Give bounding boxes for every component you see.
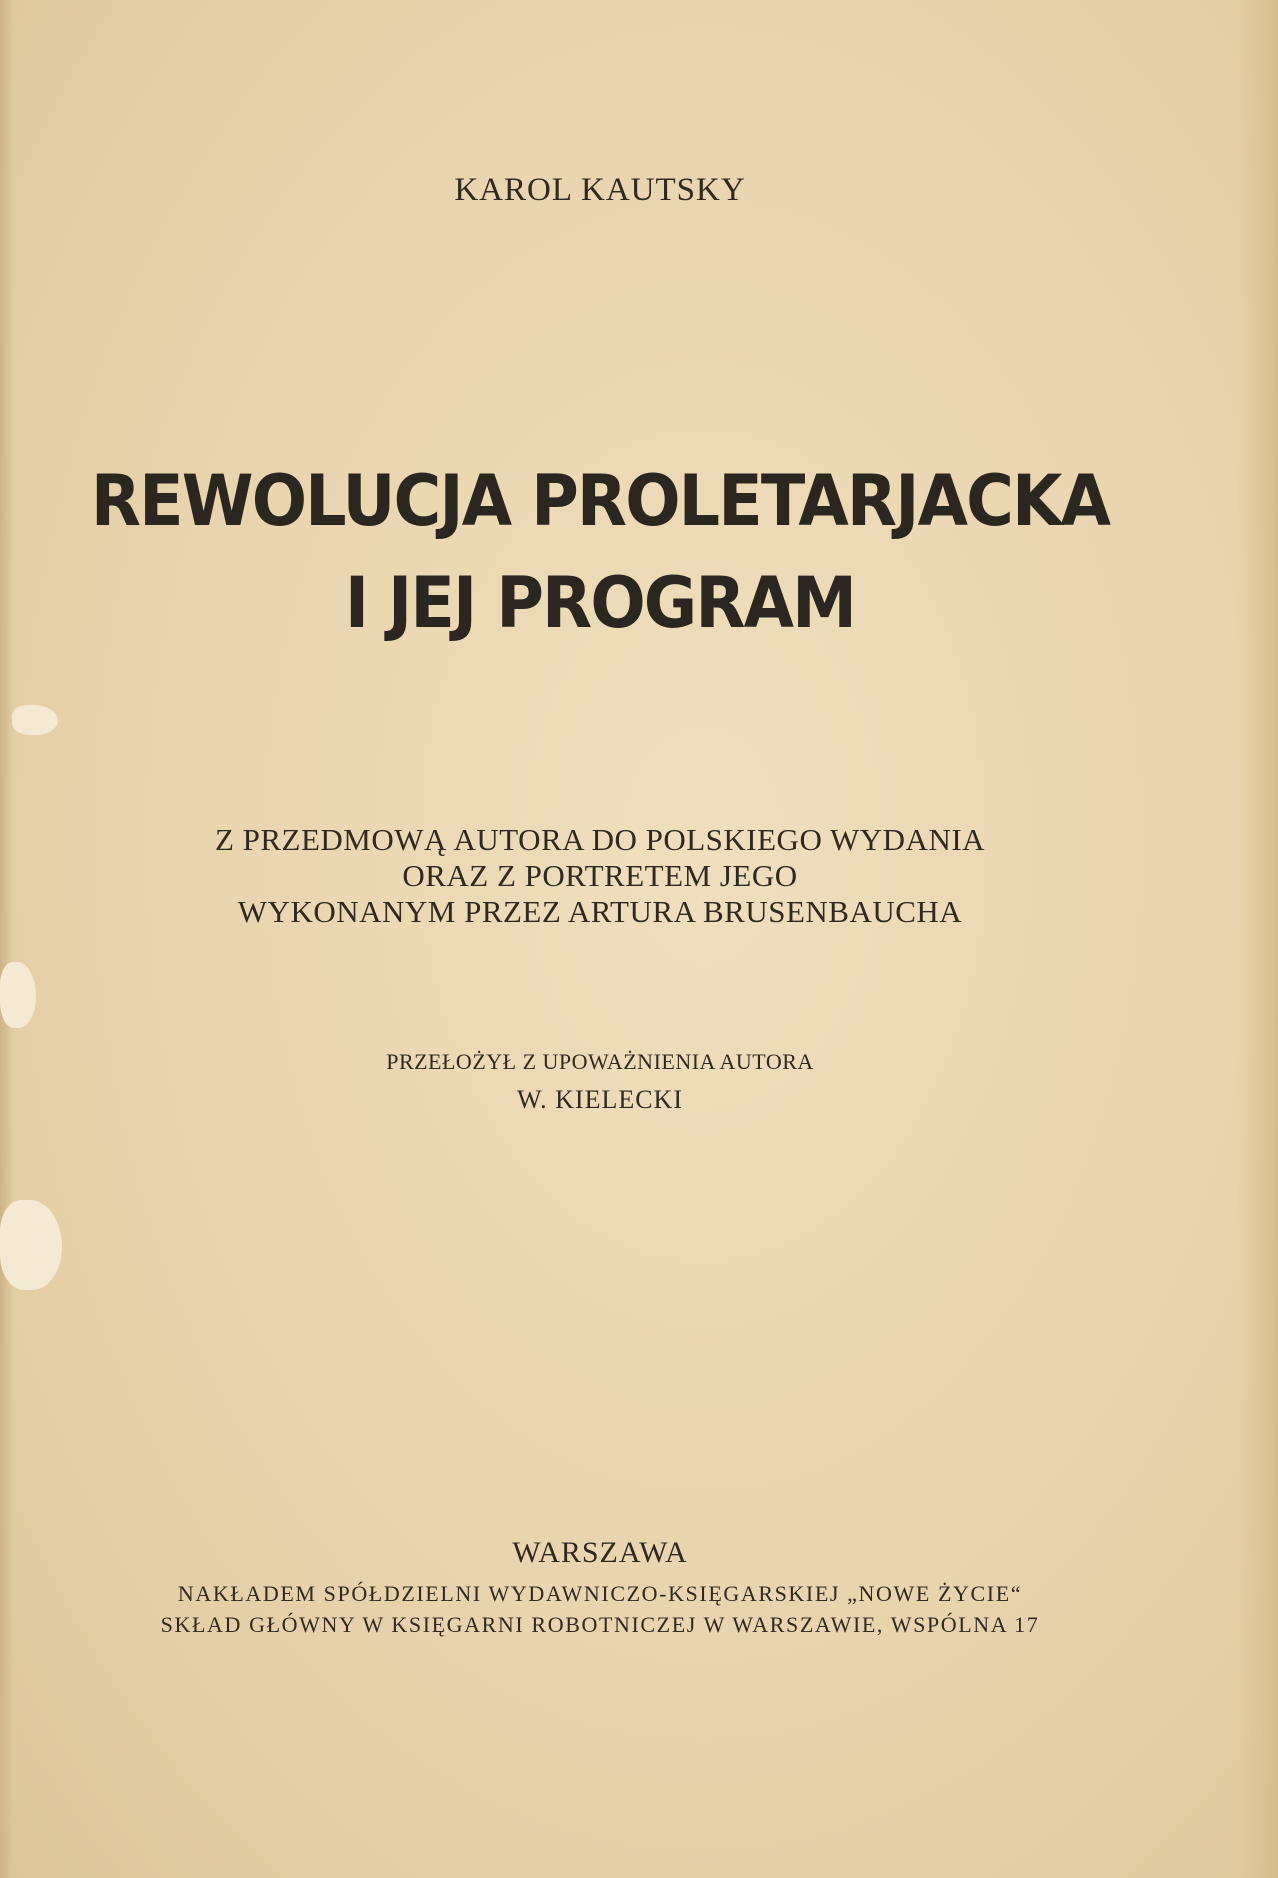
author-name: KAROL KAUTSKY [454,172,746,208]
paper-tear-mark [0,1200,62,1290]
book-title-line-2: I JEJ PROGRAM [344,562,856,644]
subtitle-line-2: ORAZ Z PORTRETEM JEGO [402,858,798,893]
distribution-line: SKŁAD GŁÓWNY W KSIĘGARNI ROBOTNICZEJ W WARSZAWIE, WSPÓLNA 17 [160,1612,1040,1637]
subtitle-line-1: Z PRZEDMOWĄ AUTORA DO POLSKIEGO WYDANIA [214,822,986,857]
paper-tear-mark [0,962,36,1028]
publication-city: WARSZAWA [512,1536,688,1569]
translator-name: W. KIELECKI [516,1085,683,1114]
publisher-line: NAKŁADEM SPÓŁDZIELNI WYDAWNICZO-KSIĘGARSKIEJ „NOWE ŻYCIE“ [177,1581,1023,1606]
translation-note: PRZEŁOŻYŁ Z UPOWAŻNIENIA AUTORA [386,1049,814,1074]
right-edge-shadow [1238,0,1278,1878]
subtitle-line-3: WYKONANYM PRZEZ ARTURA BRUSENBAUCHA [237,894,963,929]
paper-tear-mark [12,705,58,735]
book-title-line-1: REWOLUCJA PROLETARJACKA [90,460,1110,542]
